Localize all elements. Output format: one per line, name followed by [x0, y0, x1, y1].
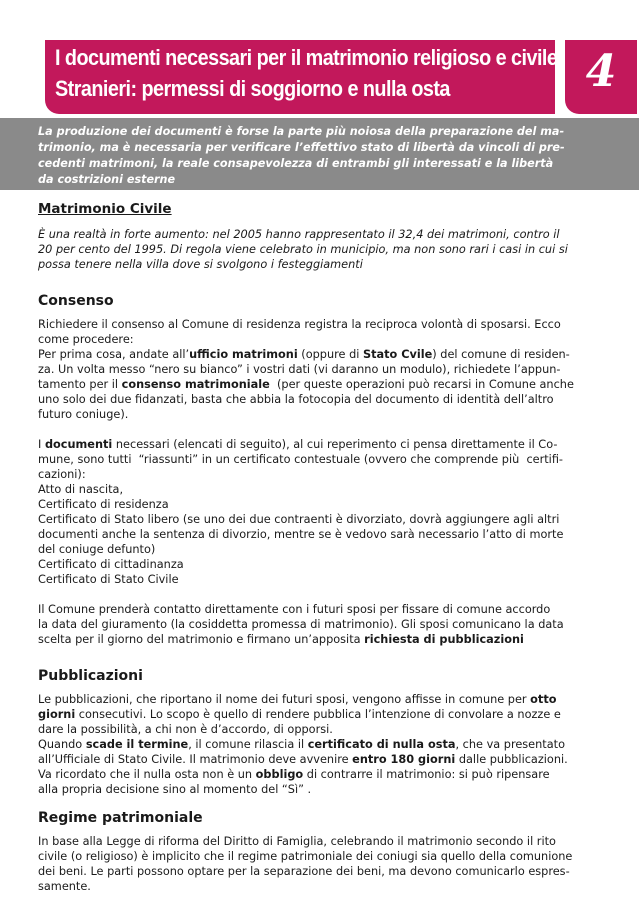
civile-line: possa tenere nella villa dove si svolgono i festeggiamenti	[38, 258, 363, 271]
civile-line: È una realtà in forte aumento: nel 2005 hanno rappresentato il 32,4 dei matrimoni, contro il	[38, 228, 560, 241]
bold-obbligo: obbligo	[255, 768, 304, 781]
list-item: Certificato di residenza	[38, 498, 169, 511]
intro-box	[0, 118, 639, 190]
text-line: come procedere:	[38, 333, 134, 346]
heading-matrimonio-civile: Matrimonio Civile	[38, 201, 172, 217]
bold-stato-civile: Stato Cvile	[362, 348, 433, 361]
text-span: dalle pubblicazioni.	[455, 753, 568, 766]
bold-giorni: giorni	[38, 708, 76, 721]
text-span: Per prima cosa, andate all’	[38, 348, 190, 361]
intro-line: La produzione dei documenti è forse la parte più noiosa della preparazione del ma-	[38, 125, 565, 138]
list-item: Certificato di Stato Civile	[38, 573, 179, 586]
text-span: , il comune rilascia il	[188, 738, 308, 751]
text-span: (oppure di	[297, 348, 363, 361]
bold-documenti: documenti	[44, 438, 113, 451]
bold-consenso-matrimoniale: consenso matrimoniale	[121, 378, 270, 391]
text-line: del coniuge defunto)	[38, 543, 156, 556]
text-span: tamento per il	[38, 378, 122, 391]
list-item: Certificato di cittadinanza	[38, 558, 184, 571]
intro-line: cedenti matrimoni, la reale consapevolezza di entrambi gli interessati e la libertà	[38, 157, 554, 170]
title-line-1: I documenti necessari per il matrimonio religioso e civile.	[55, 45, 563, 70]
text-line: uno solo dei due fidanzati, basta che abbia la fotocopia del documento di identità dell’altro	[38, 393, 554, 406]
text-span: , che va presentato	[455, 738, 565, 751]
text-span: ) del comune di residen-	[432, 348, 570, 361]
intro-text	[0, 118, 639, 188]
intro-line: da costrizioni esterne	[38, 173, 176, 186]
list-item: Atto di nascita,	[38, 483, 124, 496]
chapter-number: 4	[585, 46, 617, 97]
consenso-paragraph-1	[38, 317, 598, 422]
civile-line: 20 per cento del 1995. Di regola viene celebrato in municipio, ma non sono rari i casi in cui si	[38, 243, 568, 256]
text-span: scelta per il giorno del matrimonio e firmano un’apposita	[38, 633, 365, 646]
text-span: necessari (elencati di seguito), al cui reperimento ci pensa direttamente il Co-	[112, 438, 558, 451]
text-line: za. Un volta messo “nero su bianco” i vostri dati (vi daranno un modulo), richiedete l’appun-	[38, 363, 561, 376]
text-line: In base alla Legge di riforma del Diritto di Famiglia, celebrando il matrimonio secondo il rito	[38, 835, 556, 848]
bold-richiesta-pubblicazioni: richiesta di pubblicazioni	[364, 633, 524, 646]
text-line: documenti anche la sentenza di divorzio, mentre se è vedovo sarà necessario l’atto di morte	[38, 528, 564, 541]
text-line: Richiedere il consenso al Comune di residenza registra la reciproca volontà di sposarsi. Ecco	[38, 318, 561, 331]
intro-line: trimonio, ma è necessaria per verificare l’effettivo stato di libertà da vincoli di pre-	[38, 141, 565, 154]
heading-pubblicazioni: Pubblicazioni	[38, 668, 143, 684]
text-line: cazioni):	[38, 468, 86, 481]
bold-scade-termine: scade il termine	[85, 738, 189, 751]
bold-entro-180-giorni: entro 180 giorni	[352, 753, 456, 766]
page-header	[0, 0, 639, 118]
text-span: I	[38, 438, 45, 451]
main-content	[38, 196, 598, 894]
title-line-2: Stranieri: permessi di soggiorno e nulla osta	[55, 76, 450, 101]
consenso-paragraph-2	[38, 437, 598, 587]
list-item: Certificato di Stato libero (se uno dei due contraenti è divorziato, dovrà aggiungere agli altri	[38, 513, 560, 526]
text-span: di contrarre il matrimonio: si può ripensare	[303, 768, 550, 781]
text-line: dare la possibilità, a chi non è d’accordo, di opporsi.	[38, 723, 333, 736]
text-span: all’Ufficiale di Stato Civile. Il matrimonio deve avvenire	[38, 753, 353, 766]
bold-ufficio-matrimoni: ufficio matrimoni	[189, 348, 298, 361]
bold-otto: otto	[530, 693, 557, 706]
text-span: (per queste operazioni può recarsi in Comune anche	[269, 378, 574, 391]
text-line: alla propria decisione sino al momento del “Sì” .	[38, 783, 312, 796]
heading-consenso: Consenso	[38, 293, 114, 309]
regime-paragraph	[38, 834, 598, 894]
civile-paragraph	[38, 227, 598, 272]
text-span: Va ricordato che il nulla osta non è un	[38, 768, 256, 781]
text-span: Le pubblicazioni, che riportano il nome dei futuri sposi, vengono affisse in comune per	[38, 693, 531, 706]
text-span: Quando	[38, 738, 86, 751]
text-line: samente.	[38, 880, 91, 893]
text-span: consecutivi. Lo scopo è quello di rendere pubblica l’intenzione di convolare a nozze e	[75, 708, 561, 721]
text-line: dei beni. Le parti possono optare per la separazione dei beni, ma devono comunicarlo espres-	[38, 865, 570, 878]
text-line: Il Comune prenderà contatto direttamente con i futuri sposi per fissare di comune accordo	[38, 603, 551, 616]
text-line: mune, sono tutti “riassunti” in un certificato contestuale (ovvero che comprende più certifi-	[38, 453, 564, 466]
bold-certificato-nulla-osta: certificato di nulla osta	[307, 738, 456, 751]
text-line: futuro coniuge).	[38, 408, 129, 421]
text-line: la data del giuramento (la cosiddetta promessa di matrimonio). Gli sposi comunicano la data	[38, 618, 564, 631]
pubblicazioni-paragraph	[38, 692, 598, 797]
page-title	[55, 42, 563, 104]
text-line: civile (o religioso) è implicito che il regime patrimoniale dei coniugi sia quello della comunione	[38, 850, 573, 863]
consenso-paragraph-3	[38, 602, 598, 647]
heading-regime-patrimoniale: Regime patrimoniale	[38, 810, 203, 826]
